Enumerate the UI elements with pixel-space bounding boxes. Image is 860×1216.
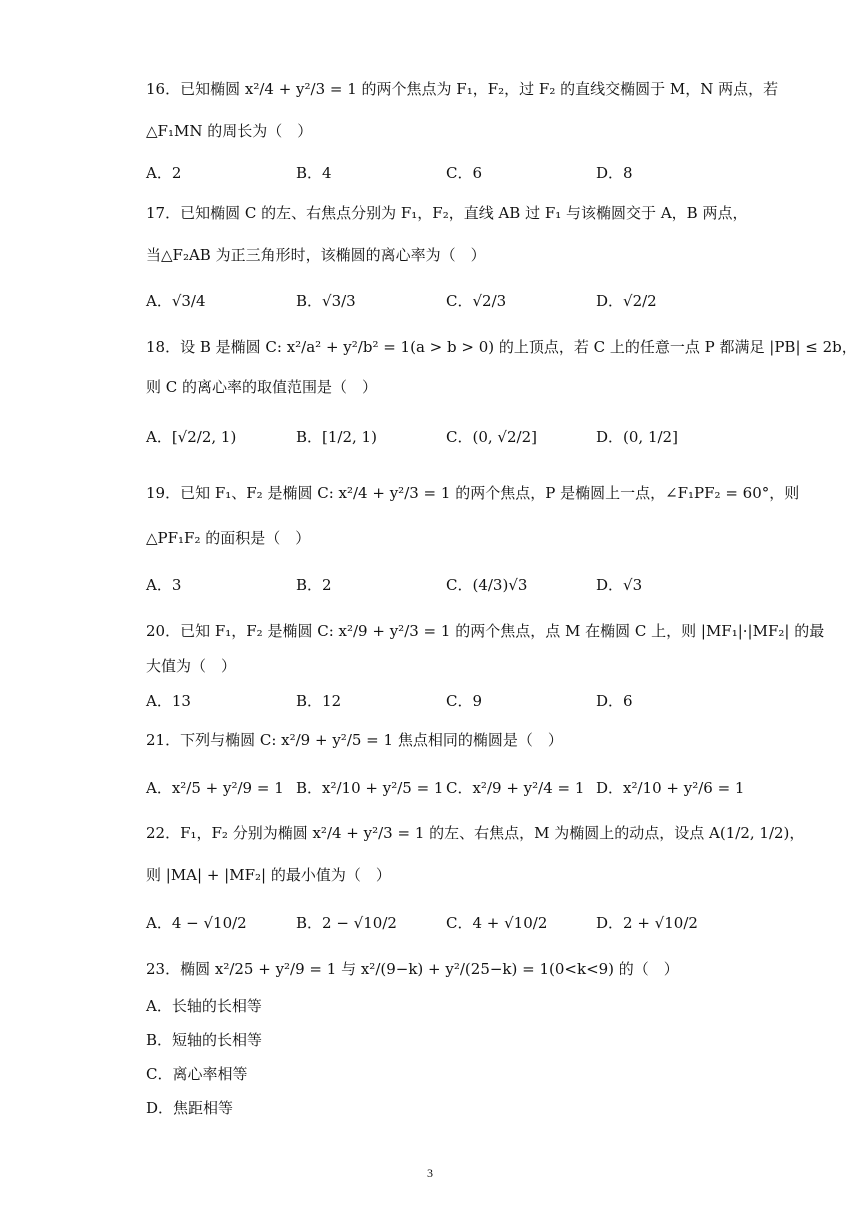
question-17-line-1: 17．已知椭圆 C 的左、右焦点分别为 F₁，F₂，直线 AB 过 F₁ 与该椭圆交于 A，B 两点， [146,204,748,222]
question-23-option-b: B．短轴的长相等 [146,1031,263,1049]
question-18-option-c: C．(0, √2/2] [446,428,537,446]
question-19-line-2: △PF₁F₂ 的面积是（ ） [146,529,311,547]
question-20-line-2: 大值为（ ） [146,657,237,675]
question-23-option-d: D．焦距相等 [146,1099,234,1117]
question-18-line-1: 18．设 B 是椭圆 C: x²/a² + y²/b² = 1(a > b > 0) 的上顶点，若 C 上的任意一点 P 都满足 |PB| ≤ 2b， [146,338,857,356]
question-21-line-1: 21．下列与椭圆 C: x²/9 + y²/5 = 1 焦点相同的椭圆是（ ） [146,731,563,749]
question-22-option-d: D．2 + √10/2 [596,914,698,932]
question-18-line-2: 则 C 的离心率的取值范围是（ ） [146,378,378,396]
question-17-option-a: A．√3/4 [146,292,206,310]
question-22-line-2: 则 |MA| + |MF₂| 的最小值为（ ） [146,866,391,884]
question-22-option-b: B．2 − √10/2 [296,914,397,932]
question-23-option-a: A．长轴的长相等 [146,997,262,1015]
question-18-option-a: A．[√2/2, 1) [146,428,237,446]
question-20-option-a: A．13 [146,692,191,710]
question-22-option-a: A．4 − √10/2 [146,914,247,932]
question-19-option-d: D．√3 [596,576,643,594]
question-19-option-c: C．(4/3)√3 [446,576,528,594]
question-16-option-a: A．2 [146,164,182,182]
question-16-option-d: D．8 [596,164,633,182]
question-16-line-2: △F₁MN 的周长为（ ） [146,122,313,140]
question-23-option-c: C．离心率相等 [146,1065,248,1083]
question-20-option-c: C．9 [446,692,483,710]
question-23-line-1: 23．椭圆 x²/25 + y²/9 = 1 与 x²/(9−k) + y²/(25−k) = 1(0<k<9) 的（ ） [146,960,679,978]
question-20-option-d: D．6 [596,692,633,710]
question-21-option-b: B．x²/10 + y²/5 = 1 [296,779,444,797]
question-19-option-b: B．2 [296,576,332,594]
question-21-option-d: D．x²/10 + y²/6 = 1 [596,779,745,797]
question-17-option-d: D．√2/2 [596,292,657,310]
question-19-option-a: A．3 [146,576,182,594]
question-16-option-b: B．4 [296,164,332,182]
question-18-option-b: B．[1/2, 1) [296,428,377,446]
question-18-option-d: D．(0, 1/2] [596,428,678,446]
question-20-line-1: 20．已知 F₁，F₂ 是椭圆 C: x²/9 + y²/3 = 1 的两个焦点，点 M 在椭圆 C 上，则 |MF₁|·|MF₂| 的最 [146,622,825,640]
page-number: 3 [427,1166,433,1180]
question-21-option-a: A．x²/5 + y²/9 = 1 [146,779,284,797]
question-16-line-1: 16．已知椭圆 x²/4 + y²/3 = 1 的两个焦点为 F₁，F₂，过 F₂ 的直线交椭圆于 M，N 两点，若 [146,80,779,98]
question-22-line-1: 22．F₁，F₂ 分别为椭圆 x²/4 + y²/3 = 1 的左、右焦点，M 为椭圆上的动点，设点 A(1/2, 1/2)， [146,824,805,842]
question-19-line-1: 19．已知 F₁、F₂ 是椭圆 C: x²/4 + y²/3 = 1 的两个焦点，P 是椭圆上一点，∠F₁PF₂ = 60°，则 [146,484,800,502]
question-16-option-c: C．6 [446,164,483,182]
question-21-option-c: C．x²/9 + y²/4 = 1 [446,779,585,797]
question-20-option-b: B．12 [296,692,342,710]
question-17-option-b: B．√3/3 [296,292,356,310]
question-17-option-c: C．√2/3 [446,292,507,310]
question-17-line-2: 当△F₂AB 为正三角形时，该椭圆的离心率为（ ） [146,246,486,264]
question-22-option-c: C．4 + √10/2 [446,914,548,932]
